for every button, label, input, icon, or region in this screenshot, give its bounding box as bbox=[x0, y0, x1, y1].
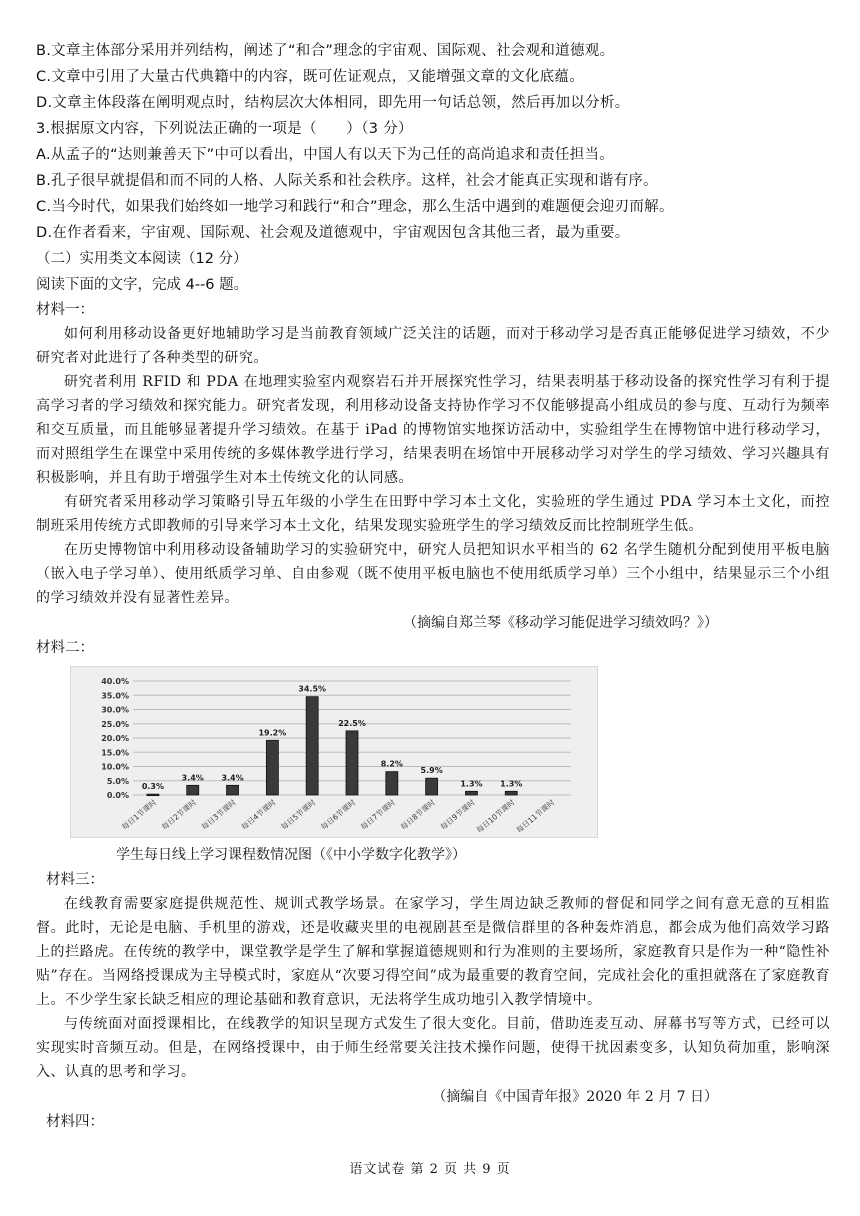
material1-body bbox=[36, 322, 830, 610]
x-tick-label: 每日6节课时 bbox=[319, 797, 358, 832]
data-label: 5.9% bbox=[420, 766, 443, 776]
question3-option-d: D.在作者看来，宇宙观、国际观、社会观及道德观中，宇宙观因包含其他三者，最为重要。 bbox=[36, 225, 630, 241]
bar-chart bbox=[71, 667, 597, 837]
x-tick-label: 每日8节课时 bbox=[398, 797, 437, 832]
material1-source: （摘编自郑兰琴《移动学习能促进学习绩效吗？》） bbox=[403, 615, 718, 631]
page-footer: 语文试卷 第 2 页 共 9 页 bbox=[349, 1162, 511, 1177]
y-tick-label: 25.0% bbox=[101, 719, 129, 729]
material3-paragraph: 与传统面对面授课相比，在线教学的知识呈现方式发生了很大变化。目前，借助连麦互动、屏幕书写等方式，已经可以实现实时音频互动。但是，在网络授课中，由于师生经常要关注技术操作问题，使得干扰因素变多，认知负荷加重，影响深入、认真的思考和学习。 bbox=[36, 1016, 830, 1080]
section2-title: （二）实用类文本阅读（12 分） bbox=[36, 251, 248, 267]
data-label: 0.3% bbox=[141, 782, 165, 792]
data-label: 1.3% bbox=[500, 779, 523, 789]
material3-body bbox=[36, 892, 830, 1084]
option-b: B.文章主体部分采用并列结构，阐述了“和合”理念的宇宙观、国际观、社会观和道德观。 bbox=[36, 43, 615, 59]
data-label: 34.5% bbox=[298, 684, 327, 694]
x-tick-label: 每日9节课时 bbox=[438, 797, 477, 832]
y-tick-label: 20.0% bbox=[101, 734, 129, 743]
question2-options bbox=[36, 38, 830, 116]
data-label: 19.2% bbox=[258, 728, 287, 738]
question3-option-c: C.当今时代，如果我们始终如一地学习和践行“和合”理念，那么生活中遇到的难题便会迎刃而解。 bbox=[36, 199, 674, 215]
course-count-chart bbox=[70, 666, 598, 838]
bar bbox=[266, 740, 278, 795]
bar bbox=[346, 731, 358, 795]
x-tick-label: 每日7节课时 bbox=[358, 797, 398, 832]
x-tick-label: 每日2节课时 bbox=[159, 797, 199, 832]
y-tick-label: 30.0% bbox=[101, 705, 129, 715]
data-label: 3.4% bbox=[221, 773, 244, 783]
x-tick-label: 每日11节课时 bbox=[514, 797, 557, 835]
question3-option-b: B.孔子很早就提倡和而不同的人格、人际关系和社会秩序。这样，社会才能真正实现和谐有序。 bbox=[36, 173, 658, 189]
material4-label: 材料四： bbox=[46, 1114, 104, 1130]
x-tick-label: 每日3节课时 bbox=[199, 797, 238, 832]
option-c: C.文章中引用了大量古代典籍中的内容，既可佐证观点，又能增强文章的文化底蕴。 bbox=[36, 69, 585, 85]
section2-instruction: 阅读下面的文字，完成 4--6 题。 bbox=[36, 277, 249, 293]
bar bbox=[227, 785, 239, 795]
data-label: 8.2% bbox=[380, 759, 403, 769]
x-tick-label: 每日5节课时 bbox=[279, 797, 318, 832]
material3-paragraph: 在线教育需要家庭提供规范性、规训式教学场景。在家学习，学生周边缺乏教师的督促和同学之间有意无意的互相监督。此时，无论是电脑、手机里的游戏，还是收藏夹里的电视剧甚至是微信群里的各种轰炸消息，都会成为他们高效学习路上的拦路虎。在传统的教学中，课堂教学是学生了解和掌握道德规则和行为准则的主要场所，家庭教育只是作为一种“隐性补贴”存在。当网络授课成为主导模式时，家庭从“次要习得空间”成为最重要的教育空间，完成社会化的重担就落在了家庭教育上。不少学生家长缺乏相应的理论基础和教育意识，无法将学生成功地引入教学情境中。 bbox=[36, 896, 830, 1008]
bar bbox=[306, 697, 318, 795]
y-tick-label: 35.0% bbox=[101, 691, 129, 701]
bar bbox=[505, 791, 517, 795]
bar bbox=[147, 794, 159, 796]
material1-paragraph: 如何利用移动设备更好地辅助学习是当前教育领域广泛关注的话题，而对于移动学习是否真正能够促进学习绩效，不少研究者对此进行了各种类型的研究。 bbox=[36, 326, 830, 366]
bar bbox=[187, 785, 199, 795]
material1-paragraph: 研究者利用 RFID 和 PDA 在地理实验室内观察岩石并开展探究性学习，结果表明基于移动设备的探究性学习有利于提高学习者的学习绩效和探究能力。研究者发现，利用移动设备支持协作学习不仅能够提高小组成员的参与度、互动行为频率和交互质量，而且能够显著提升学习绩效。在基于 iPad 的博物馆实地探访活动中，实验组学生在博物馆中进行移动学习，而对照组学生在课堂中采用传统的多媒体教学进行学习，结果表明在场馆中开展移动学习对学生的学习绩效、学习兴趣具有积极影响，并且有助于增强学生对本土传统文化的认同感。 bbox=[36, 374, 830, 486]
material3-label: 材料三： bbox=[46, 872, 104, 888]
question3-stem: 3.根据原文内容，下列说法正确的一项是（ ）（3 分） bbox=[36, 121, 413, 137]
y-tick-label: 10.0% bbox=[101, 762, 129, 772]
x-tick-label: 每日1节课时 bbox=[120, 797, 159, 832]
question3-option-a: A.从孟子的“达则兼善天下”中可以看出，中国人有以天下为己任的高尚追求和责任担当。 bbox=[36, 147, 615, 163]
y-tick-label: 0.0% bbox=[106, 791, 129, 800]
y-tick-label: 40.0% bbox=[101, 677, 129, 686]
y-tick-label: 15.0% bbox=[101, 748, 129, 758]
material3-source: （摘编自《中国青年报》2020 年 2 月 7 日） bbox=[432, 1089, 718, 1105]
bar bbox=[426, 778, 438, 795]
material1-paragraph: 在历史博物馆中利用移动设备辅助学习的实验研究中，研究人员把知识水平相当的 62 名学生随机分配到使用平板电脑（嵌入电子学习单）、使用纸质学习单、自由参观（既不使用平板电脑也不使用纸质学习单）三个小组中，结果显示三个小组的学习绩效并没有显著性差异。 bbox=[36, 542, 830, 606]
data-label: 22.5% bbox=[338, 718, 366, 728]
option-d: D.文章主体段落在阐明观点时，结构层次大体相同，即先用一句话总领，然后再加以分析。 bbox=[36, 95, 630, 111]
material2-label: 材料二： bbox=[36, 640, 94, 656]
material1-paragraph: 有研究者采用移动学习策略引导五年级的小学生在田野中学习本土文化，实验班的学生通过 PDA 学习本土文化，而控制班采用传统方式即教师的引导来学习本土文化，结果发现实验班学生的学习绩效反而比控制班学生低。 bbox=[36, 494, 830, 534]
chart-caption: 学生每日线上学习课程数情况图（《中小学数字化教学》） bbox=[116, 847, 466, 863]
x-tick-label: 每日10节课时 bbox=[474, 797, 517, 835]
y-tick-label: 5.0% bbox=[106, 776, 129, 786]
bar bbox=[465, 791, 477, 795]
question3 bbox=[36, 116, 830, 246]
exam-page bbox=[36, 38, 830, 1134]
material1-label: 材料一： bbox=[36, 302, 94, 318]
data-label: 1.3% bbox=[460, 779, 483, 789]
data-label: 3.4% bbox=[181, 773, 204, 783]
x-tick-label: 每日4节课时 bbox=[239, 797, 278, 832]
bar bbox=[386, 772, 398, 795]
